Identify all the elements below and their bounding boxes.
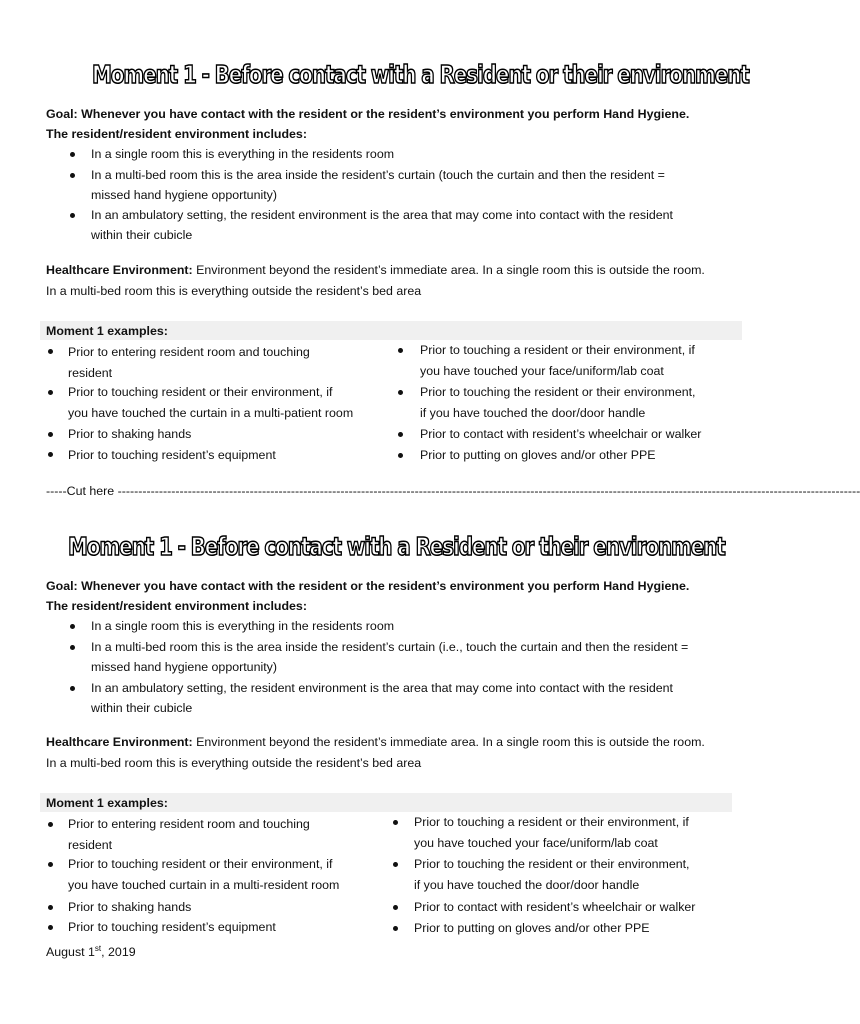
- list-item: In a single room this is everything in the residents room: [91, 147, 395, 161]
- list-item: Prior to touching resident’s equipment: [68, 920, 276, 934]
- list-item: Prior to shaking hands: [68, 900, 192, 914]
- list-item: Prior to touching the resident or their environment, if you have touched the door/door handle: [420, 385, 696, 420]
- healthcare-environment-text-2: In a multi-bed room this is everything outside the resident’s bed area: [46, 756, 422, 770]
- section-title: Moment 1 - Before contact with a Resident or their environment: [92, 60, 749, 89]
- list-item: Prior to entering resident room and touching resident: [68, 345, 310, 380]
- examples-heading: Moment 1 examples:: [40, 321, 742, 340]
- list-item: Prior to putting on gloves and/or other PPE: [420, 448, 656, 462]
- list-item: Prior to entering resident room and touching resident: [68, 817, 310, 852]
- list-item: In a multi-bed room this is the area inside the resident’s curtain (touch the curtain and then the resident = missed hand hygiene opportunity): [91, 168, 665, 202]
- list-item: In a multi-bed room this is the area inside the resident’s curtain (i.e., touch the curtain and then the resident = missed hand hygiene opportunity): [91, 640, 689, 674]
- includes-heading: The resident/resident environment includes:: [46, 599, 307, 613]
- list-item: Prior to contact with resident’s wheelchair or walker: [420, 427, 702, 441]
- list-item: Prior to touching a resident or their environment, if you have touched your face/uniform/lab coat: [414, 815, 689, 850]
- list-item: Prior to touching resident or their environment, if you have touched the curtain in a multi-patient room: [68, 385, 354, 420]
- list-item: Prior to contact with resident’s wheelchair or walker: [414, 900, 696, 914]
- goal-text: Goal: Whenever you have contact with the resident or the resident’s environment you perform Hand Hygiene.: [46, 107, 690, 121]
- list-item: Prior to touching a resident or their environment, if you have touched your face/uniform/lab coat: [420, 343, 695, 378]
- list-item: In a single room this is everything in the residents room: [91, 619, 395, 633]
- cut-here-line: -----Cut here ------------------------------------------------------------------------------------------------------------------------------------------------------------------------------------: [46, 484, 860, 498]
- list-item: Prior to shaking hands: [68, 427, 192, 441]
- list-item: Prior to putting on gloves and/or other PPE: [414, 921, 650, 935]
- includes-heading: The resident/resident environment includes:: [46, 127, 307, 141]
- list-item: In an ambulatory setting, the resident environment is the area that may come into contact with the resident within their cubicle: [91, 681, 673, 715]
- section-title: Moment 1 - Before contact with a Resident or their environment: [68, 532, 725, 561]
- goal-text: Goal: Whenever you have contact with the resident or the resident’s environment you perform Hand Hygiene.: [46, 579, 690, 593]
- list-item: Prior to touching resident or their environment, if you have touched curtain in a multi-resident room: [68, 857, 340, 892]
- healthcare-environment-text: Healthcare Environment: Environment beyond the resident’s immediate area. In a single room this is outside the room.: [46, 263, 705, 277]
- list-item: Prior to touching the resident or their environment, if you have touched the door/door handle: [414, 857, 690, 892]
- document-date: August 1st, 2019: [46, 944, 136, 960]
- healthcare-environment-text: Healthcare Environment: Environment beyond the resident’s immediate area. In a single room this is outside the room.: [46, 735, 705, 749]
- list-item: Prior to touching resident’s equipment: [68, 448, 276, 462]
- examples-heading: Moment 1 examples:: [40, 793, 732, 812]
- healthcare-environment-text-2: In a multi-bed room this is everything outside the resident’s bed area: [46, 284, 422, 298]
- list-item: In an ambulatory setting, the resident environment is the area that may come into contact with the resident within their cubicle: [91, 208, 673, 242]
